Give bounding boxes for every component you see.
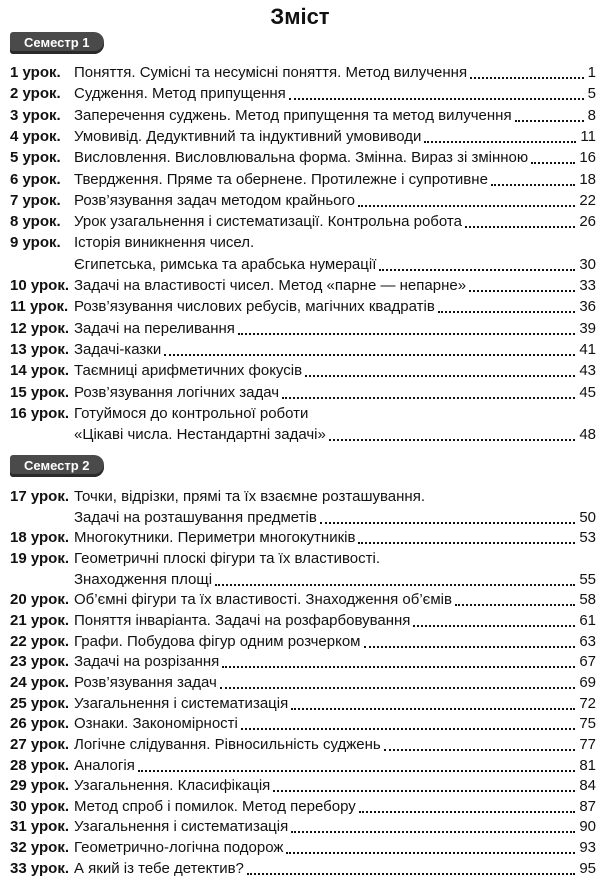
dot-leader xyxy=(222,666,575,668)
toc-entry[interactable] xyxy=(10,318,596,340)
lesson-number: 26 урок. xyxy=(10,715,69,733)
lesson-title: Аналогія xyxy=(74,756,135,774)
page-number: 87 xyxy=(579,797,596,815)
lesson-number: 27 урок. xyxy=(10,735,69,753)
dot-leader xyxy=(282,397,575,399)
dot-leader xyxy=(515,120,584,122)
toc-entry[interactable] xyxy=(10,610,596,632)
toc-entry[interactable] xyxy=(10,672,596,694)
lesson-title: Єгипетська, римська та арабська нумерації xyxy=(74,255,377,273)
lesson-title: Узагальнення і систематизація xyxy=(74,694,289,712)
page-number: 50 xyxy=(579,508,596,526)
lesson-title: Ознаки. Закономірності xyxy=(74,715,238,733)
dot-leader xyxy=(291,831,575,833)
toc-entry[interactable] xyxy=(10,211,596,233)
page-number: 75 xyxy=(579,715,596,733)
page-number: 43 xyxy=(579,362,596,380)
lesson-title: Таємниці арифметичних фокусів xyxy=(74,362,303,380)
lesson-title: Заперечення суджень. Метод припущення та метод вилучення xyxy=(74,106,512,124)
dot-leader xyxy=(291,708,575,710)
lesson-number: 9 урок. xyxy=(10,234,61,252)
page-number: 18 xyxy=(579,170,596,188)
dot-leader xyxy=(470,77,584,79)
lesson-title: А який із тебе детектив? xyxy=(74,859,244,877)
lesson-number: 16 урок. xyxy=(10,404,69,422)
toc-entry[interactable] xyxy=(10,382,596,404)
page-number: 63 xyxy=(579,632,596,650)
lesson-title: Розв’язування логічних задач xyxy=(74,383,280,401)
lesson-number: 1 урок. xyxy=(10,64,61,81)
lesson-number: 19 урок. xyxy=(10,550,69,567)
page-number: 26 xyxy=(579,213,596,231)
dot-leader xyxy=(379,269,575,271)
dot-leader xyxy=(364,646,575,648)
dot-leader xyxy=(413,625,575,627)
toc-entry[interactable] xyxy=(10,232,596,254)
lesson-number: 20 урок. xyxy=(10,591,69,609)
lesson-number: 24 урок. xyxy=(10,673,69,691)
lesson-title: Задачі на властивості чисел. Метод «парне — непарне» xyxy=(74,277,467,294)
lesson-title: Урок узагальнення і систематизації. Контрольна робота xyxy=(74,213,462,231)
lesson-number: 8 урок. xyxy=(10,213,61,231)
lesson-title: Задачі на розташування предметів xyxy=(74,508,317,526)
dot-leader xyxy=(531,162,575,164)
dot-leader xyxy=(358,542,575,544)
dot-leader xyxy=(286,852,575,854)
toc-entry[interactable] xyxy=(10,775,596,797)
toc-entry[interactable] xyxy=(10,254,596,276)
toc-entry[interactable] xyxy=(10,548,596,570)
toc-entry[interactable] xyxy=(10,62,596,84)
page-number: 53 xyxy=(579,529,596,547)
toc-entry[interactable] xyxy=(10,816,596,838)
lesson-number: 12 урок. xyxy=(10,319,69,337)
lesson-number: 29 урок. xyxy=(10,777,69,795)
lesson-number: 22 урок. xyxy=(10,632,69,650)
lesson-number: 30 урок. xyxy=(10,797,69,815)
toc-entry[interactable] xyxy=(10,83,596,105)
lesson-title: Знаходження площі xyxy=(74,570,213,588)
page-number: 69 xyxy=(579,673,596,691)
toc-entry[interactable] xyxy=(10,105,596,127)
lesson-number: 23 урок. xyxy=(10,653,69,671)
lesson-number: 18 урок. xyxy=(10,529,69,547)
toc-entry[interactable] xyxy=(10,126,596,148)
dot-leader xyxy=(424,141,576,143)
lesson-title: Об’ємні фігури та їх властивості. Знаходження об’ємів xyxy=(74,591,452,609)
page-number: 84 xyxy=(579,777,596,795)
lesson-title: Умовивід. Дедуктивний та індуктивний умовиводи xyxy=(74,127,422,145)
lesson-number: 32 урок. xyxy=(10,839,69,856)
page-number: 11 xyxy=(580,127,596,145)
toc-entry[interactable] xyxy=(10,275,596,297)
toc-entry[interactable] xyxy=(10,589,596,611)
dot-leader xyxy=(289,98,584,100)
lesson-title: Графи. Побудова фігур одним розчерком xyxy=(74,632,361,650)
dot-leader xyxy=(469,290,575,292)
toc-entry[interactable] xyxy=(10,169,596,191)
lesson-title: Поняття. Сумісні та несумісні поняття. Метод вилучення xyxy=(74,64,468,81)
lesson-title: Розв’язування числових ребусів, магічних квадратів xyxy=(74,298,435,316)
toc-entry[interactable] xyxy=(10,424,596,446)
toc-entry[interactable] xyxy=(10,360,596,382)
toc-entry[interactable] xyxy=(10,527,596,549)
lesson-title: Задачі на переливання xyxy=(74,319,235,337)
section-badge: Семестр 2 xyxy=(10,455,104,477)
dot-leader xyxy=(359,811,575,813)
dot-leader xyxy=(241,728,575,730)
page-number: 8 xyxy=(587,106,596,124)
toc-entry[interactable] xyxy=(10,755,596,777)
lesson-title: Геометрично-логічна подорож xyxy=(74,839,284,856)
page-number: 33 xyxy=(579,277,596,294)
lesson-number: 28 урок. xyxy=(10,756,69,774)
dot-leader xyxy=(138,770,575,772)
page-number: 58 xyxy=(579,591,596,609)
lesson-number: 13 урок. xyxy=(10,340,69,358)
lesson-title: Висловлення. Висловлювальна форма. Змінна. Вираз зі змінною xyxy=(74,149,529,167)
lesson-title: Судження. Метод припущення xyxy=(74,85,286,103)
page-number: 61 xyxy=(579,611,596,629)
dot-leader xyxy=(238,333,575,335)
page-number: 5 xyxy=(587,85,596,103)
page-number: 93 xyxy=(579,839,596,856)
lesson-number: 2 урок. xyxy=(10,85,61,103)
lesson-title: Розв’язування задач методом крайнього xyxy=(74,191,355,209)
lesson-title: Готуймося до контрольної роботи xyxy=(74,404,309,422)
page-number: 1 xyxy=(587,64,596,81)
dot-leader xyxy=(438,311,575,313)
dot-leader xyxy=(320,522,575,524)
page-number: 81 xyxy=(579,756,596,774)
dot-leader xyxy=(465,226,575,228)
toc-entry[interactable] xyxy=(10,796,596,818)
dot-leader xyxy=(164,354,575,356)
lesson-title: Многокутники. Периметри многокутників xyxy=(74,529,356,547)
lesson-title: Задачі на розрізання xyxy=(74,653,220,671)
lesson-number: 33 урок. xyxy=(10,859,69,877)
lesson-number: 3 урок. xyxy=(10,106,61,124)
page-number: 90 xyxy=(579,818,596,836)
lesson-number: 25 урок. xyxy=(10,694,69,712)
lesson-number: 14 урок. xyxy=(10,362,69,380)
page-number: 72 xyxy=(579,694,596,712)
lesson-number: 11 урок. xyxy=(10,298,69,316)
lesson-title: Геометричні плоскі фігури та їх властивості. xyxy=(74,550,380,567)
toc-entry[interactable] xyxy=(10,693,596,715)
lesson-number: 10 урок. xyxy=(10,277,69,294)
dot-leader xyxy=(358,205,575,207)
dot-leader xyxy=(329,439,575,441)
lesson-number: 5 урок. xyxy=(10,149,61,167)
dot-leader xyxy=(384,749,575,751)
toc-entry[interactable] xyxy=(10,486,596,508)
lesson-number: 7 урок. xyxy=(10,191,61,209)
section-badge: Семестр 1 xyxy=(10,32,104,54)
lesson-number: 6 урок. xyxy=(10,170,61,188)
dot-leader xyxy=(455,604,575,606)
toc-entry[interactable] xyxy=(10,837,596,859)
page-number: 77 xyxy=(579,735,596,753)
toc-entry[interactable] xyxy=(10,507,596,529)
dot-leader xyxy=(305,375,575,377)
toc-entry[interactable] xyxy=(10,858,596,880)
page-number: 16 xyxy=(579,149,596,167)
page-number: 39 xyxy=(579,319,596,337)
lesson-title: Розв’язування задач xyxy=(74,673,217,691)
lesson-title: Метод спроб і помилок. Метод перебору xyxy=(74,797,356,815)
page-title: Зміст xyxy=(270,4,330,29)
page-number: 48 xyxy=(579,426,596,444)
page-number: 45 xyxy=(579,383,596,401)
page-number: 95 xyxy=(579,859,596,877)
toc-entry[interactable] xyxy=(10,631,596,653)
toc-entry[interactable] xyxy=(10,147,596,169)
lesson-title: Узагальнення і систематизація xyxy=(74,818,289,836)
toc-entry[interactable] xyxy=(10,403,596,425)
lesson-title: Твердження. Пряме та обернене. Протилежне і супротивне xyxy=(74,170,488,188)
lesson-title: Задачі-казки xyxy=(74,340,162,358)
toc-entry[interactable] xyxy=(10,734,596,756)
lesson-title: Історія виникнення чисел. xyxy=(74,234,255,252)
page-number: 22 xyxy=(579,191,596,209)
dot-leader xyxy=(215,584,575,586)
lesson-title: Поняття інваріанта. Задачі на розфарбовування xyxy=(74,611,411,629)
page-number: 55 xyxy=(579,570,596,588)
lesson-title: Узагальнення. Класифікація xyxy=(74,777,271,795)
toc-entry[interactable] xyxy=(10,296,596,318)
lesson-title: Точки, відрізки, прямі та їх взаємне розташування. xyxy=(74,488,426,505)
toc-entry[interactable] xyxy=(10,569,596,591)
dot-leader xyxy=(247,873,575,875)
lesson-number: 21 урок. xyxy=(10,611,69,629)
dot-leader xyxy=(220,687,575,689)
page-number: 67 xyxy=(579,653,596,671)
dot-leader xyxy=(273,790,575,792)
page-number: 41 xyxy=(579,340,596,358)
lesson-number: 4 урок. xyxy=(10,127,61,145)
toc-entry[interactable] xyxy=(10,339,596,361)
page-number: 36 xyxy=(579,298,596,316)
lesson-number: 31 урок. xyxy=(10,818,69,836)
toc-entry[interactable] xyxy=(10,651,596,673)
lesson-title: Логічне слідування. Рівносильність суджень xyxy=(74,735,381,753)
toc-entry[interactable] xyxy=(10,713,596,735)
lesson-number: 17 урок. xyxy=(10,488,69,505)
dot-leader xyxy=(491,184,575,186)
toc-entry[interactable] xyxy=(10,190,596,212)
page-number: 30 xyxy=(579,255,596,273)
lesson-title: «Цікаві числа. Нестандартні задачі» xyxy=(74,426,326,444)
lesson-number: 15 урок. xyxy=(10,383,69,401)
